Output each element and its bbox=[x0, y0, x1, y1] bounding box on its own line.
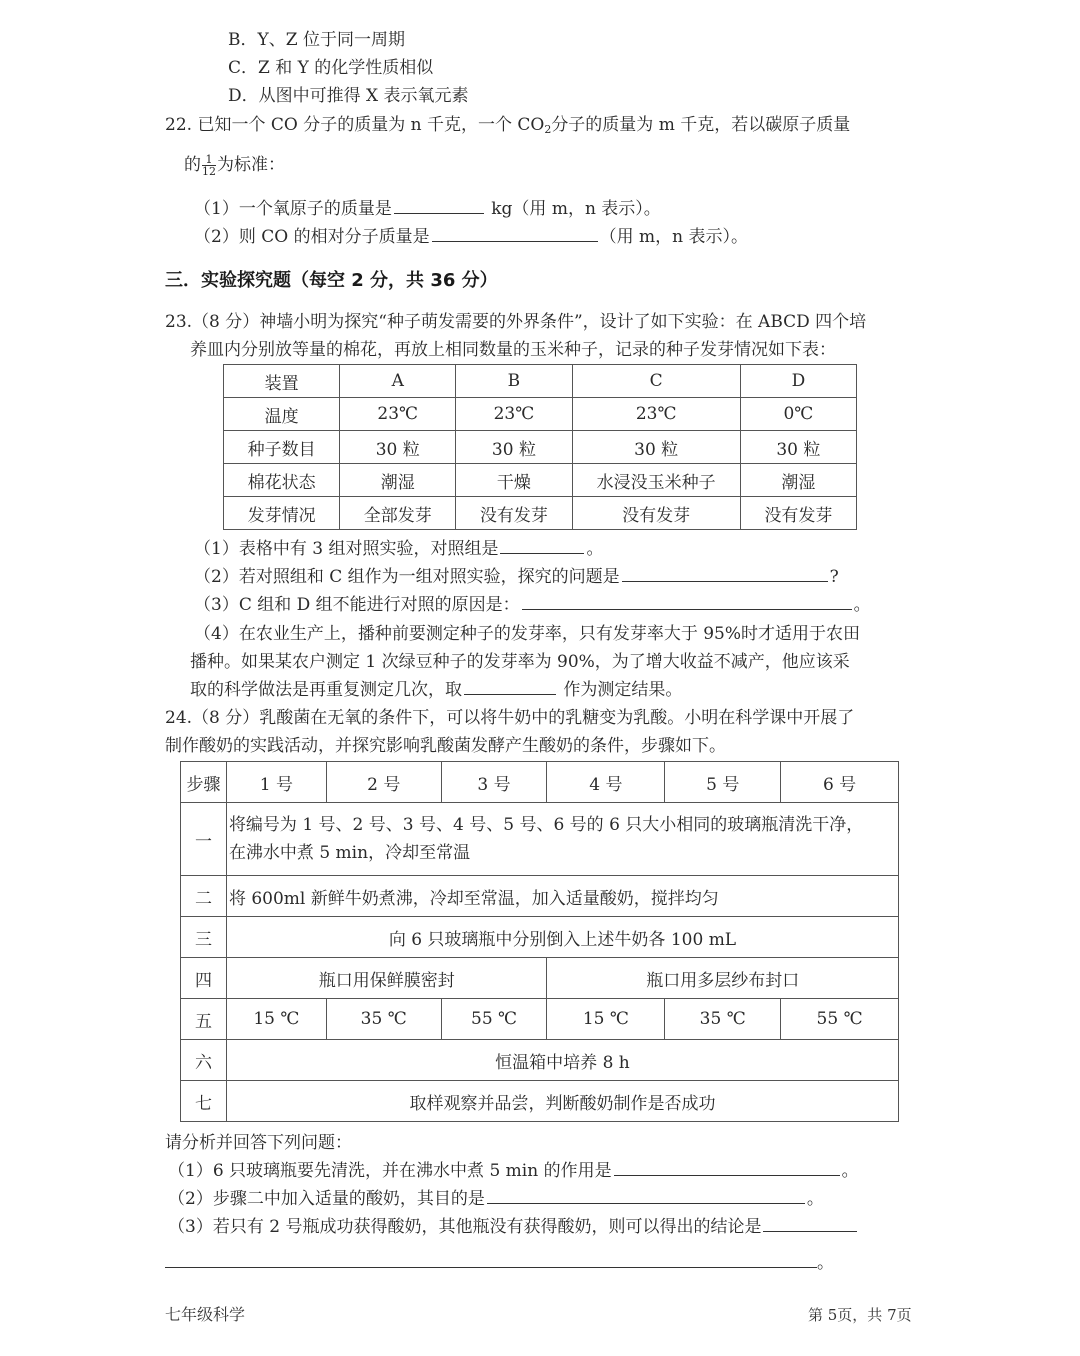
table-cell: 没有发芽 bbox=[572, 497, 740, 530]
q22-sub1 bbox=[194, 195, 661, 223]
table-cell: 棉花状态 bbox=[224, 464, 340, 497]
q24-sub2 bbox=[168, 1185, 824, 1213]
footer-subject: 七年级科学 bbox=[165, 1305, 246, 1324]
step-label: 六 bbox=[181, 1040, 227, 1081]
option-label: D bbox=[228, 86, 242, 106]
table-cell: 55 ℃ bbox=[781, 999, 899, 1040]
q21-option-c: C．Z 和 Y 的化学性质相似 bbox=[228, 58, 434, 78]
table-header: C bbox=[572, 365, 740, 398]
table-cell: 23℃ bbox=[572, 398, 740, 431]
text: ? bbox=[829, 567, 839, 587]
table-cell: 30 粒 bbox=[572, 431, 740, 464]
q22-sub2 bbox=[194, 223, 748, 251]
text: （3）C 组和 D 组不能进行对照的原因是： bbox=[194, 595, 520, 615]
table-cell: 30 粒 bbox=[740, 431, 856, 464]
table-row bbox=[181, 1040, 899, 1081]
table-header: 6 号 bbox=[781, 762, 899, 803]
table-cell: 55 ℃ bbox=[441, 999, 547, 1040]
step-label: 三 bbox=[181, 917, 227, 958]
table-cell bbox=[226, 803, 898, 876]
step-label: 二 bbox=[181, 876, 227, 917]
table-cell: 15 ℃ bbox=[547, 999, 665, 1040]
table-cell: 30 粒 bbox=[340, 431, 456, 464]
fraction-denominator: 12 bbox=[202, 165, 216, 178]
q24-steps-table bbox=[180, 761, 899, 1122]
option-label: B bbox=[228, 30, 241, 50]
table-cell: 全部发芽 bbox=[340, 497, 456, 530]
table-header-row bbox=[181, 762, 899, 803]
table-header: 2 号 bbox=[326, 762, 441, 803]
option-text: Y、Z 位于同一周期 bbox=[257, 30, 405, 50]
text: （1）一个氧原子的质量是 bbox=[194, 199, 392, 219]
answer-blank[interactable] bbox=[432, 225, 598, 242]
fraction bbox=[202, 154, 216, 177]
table-header: 装置 bbox=[224, 365, 340, 398]
table-header: 步骤 bbox=[181, 762, 227, 803]
table-cell: 23℃ bbox=[456, 398, 572, 431]
table-cell: 30 粒 bbox=[456, 431, 572, 464]
table-cell: 没有发芽 bbox=[740, 497, 856, 530]
table-row bbox=[224, 398, 857, 431]
text: 取的科学做法是再重复测定几次，取 bbox=[190, 680, 462, 700]
q24-prompt: 请分析并回答下列问题： bbox=[165, 1133, 352, 1153]
answer-blank[interactable] bbox=[464, 678, 556, 695]
step1-line2: 在沸水中煮 5 min，冷却至常温 bbox=[228, 843, 471, 863]
table-row bbox=[181, 958, 899, 999]
q23-sub1 bbox=[194, 535, 603, 563]
step1-line1: 将编号为 1 号、2 号、3 号、4 号、5 号、6 号的 6 只大小相同的玻璃瓶清洗干净， bbox=[228, 815, 864, 835]
fraction-numerator: 1 bbox=[202, 154, 216, 166]
option-label: C bbox=[228, 58, 242, 78]
table-row bbox=[181, 1081, 899, 1122]
answer-blank[interactable] bbox=[487, 1187, 805, 1204]
section-title: 三．实验探究题（每空 2 分，共 36 分） bbox=[165, 270, 498, 291]
table-cell: 水浸没玉米种子 bbox=[572, 464, 740, 497]
q24-stem-line2: 制作酸奶的实践活动，并探究影响乳酸菌发酵产生酸奶的条件，步骤如下。 bbox=[165, 736, 726, 756]
table-cell: 将 600ml 新鲜牛奶煮沸，冷却至常温，加入适量酸奶，搅拌均匀 bbox=[226, 876, 898, 917]
table-cell: 35 ℃ bbox=[665, 999, 781, 1040]
step-label: 七 bbox=[181, 1081, 227, 1122]
q21-option-d: D．从图中可推得 X 表示氧元素 bbox=[228, 86, 469, 106]
table-header: B bbox=[456, 365, 572, 398]
step-label: 四 bbox=[181, 958, 227, 999]
table-cell: 23℃ bbox=[340, 398, 456, 431]
q22-stem-a: 已知一个 CO 分子的质量为 n 千克，一个 CO bbox=[197, 115, 545, 135]
table-cell: 瓶口用多层纱布封口 bbox=[547, 958, 899, 999]
table-row bbox=[181, 803, 899, 876]
table-row bbox=[181, 876, 899, 917]
table-row bbox=[224, 431, 857, 464]
table-header: A bbox=[340, 365, 456, 398]
option-text: Z 和 Y 的化学性质相似 bbox=[258, 58, 434, 78]
table-cell: 潮湿 bbox=[740, 464, 856, 497]
text: 。 bbox=[586, 539, 604, 559]
q23-stem-line1: 23.（8 分）神墙小明为探究“种子萌发需要的外界条件”，设计了如下实验：在 ABCD 四个培 bbox=[165, 312, 867, 332]
q23-table bbox=[223, 364, 857, 530]
option-text: 从图中可推得 X 表示氧元素 bbox=[258, 86, 469, 106]
q24-sub3-continuation bbox=[165, 1248, 834, 1273]
q23-stem-line2: 养皿内分别放等量的棉花，再放上相同数量的玉米种子，记录的种子发芽情况如下表： bbox=[190, 340, 836, 360]
table-row bbox=[181, 999, 899, 1040]
table-cell: 瓶口用保鲜膜密封 bbox=[226, 958, 547, 999]
q23-sub4-line2: 播种。如果某农户测定 1 次绿豆种子的发芽率为 90%，为了增大收益不减产，他应该采 bbox=[190, 652, 850, 672]
q22-stem-line2 bbox=[184, 150, 285, 180]
text: 。 bbox=[806, 1189, 824, 1209]
answer-blank[interactable] bbox=[394, 197, 484, 214]
text: kg（用 m，n 表示）。 bbox=[485, 199, 661, 219]
step-label: 五 bbox=[181, 999, 227, 1040]
q23-sub3 bbox=[194, 591, 871, 619]
table-cell: 15 ℃ bbox=[226, 999, 326, 1040]
table-header: 3 号 bbox=[441, 762, 547, 803]
table-header: 1 号 bbox=[226, 762, 326, 803]
text: （1）表格中有 3 组对照实验，对照组是 bbox=[194, 539, 499, 559]
q23-sub4-line1: （4）在农业生产上，播种前要测定种子的发芽率，只有发芽率大于 95%时才适用于农田 bbox=[194, 624, 861, 644]
subscript: 2 bbox=[544, 123, 552, 136]
text: （2）若对照组和 C 组作为一组对照实验，探究的问题是 bbox=[194, 567, 620, 587]
text: （2）则 CO 的相对分子质量是 bbox=[194, 227, 430, 247]
text: （用 m，n 表示）。 bbox=[599, 227, 748, 247]
text: （3）若只有 2 号瓶成功获得酸奶，其他瓶没有获得酸奶，则可以得出的结论是 bbox=[168, 1217, 762, 1237]
text: 作为测定结果。 bbox=[558, 680, 683, 700]
answer-blank[interactable] bbox=[500, 537, 584, 554]
footer-page-number: 第 5页，共 7页 bbox=[808, 1306, 912, 1324]
q24-sub3 bbox=[168, 1213, 859, 1241]
table-cell: 取样观察并品尝，判断酸奶制作是否成功 bbox=[226, 1081, 898, 1122]
table-cell: 35 ℃ bbox=[326, 999, 441, 1040]
answer-blank[interactable] bbox=[522, 593, 852, 610]
table-cell: 0℃ bbox=[740, 398, 856, 431]
answer-blank[interactable] bbox=[165, 1251, 817, 1268]
table-cell: 没有发芽 bbox=[456, 497, 572, 530]
q23-sub2 bbox=[194, 563, 839, 591]
text: 为标准： bbox=[217, 155, 285, 175]
table-header: 5 号 bbox=[665, 762, 781, 803]
answer-blank[interactable] bbox=[763, 1215, 857, 1232]
q22-stem-b: 分子的质量为 m 千克，若以碳原子质量 bbox=[551, 115, 851, 135]
table-cell: 干燥 bbox=[456, 464, 572, 497]
q24-stem-line1: 24.（8 分）乳酸菌在无氧的条件下，可以将牛奶中的乳糖变为乳酸。小明在科学课中开展了 bbox=[165, 708, 855, 728]
q22-stem bbox=[165, 111, 850, 139]
text: 。 bbox=[817, 1253, 834, 1273]
q23-sub4-line3 bbox=[190, 676, 682, 704]
table-cell: 发芽情况 bbox=[224, 497, 340, 530]
text: 。 bbox=[841, 1161, 859, 1181]
text: （2）步骤二中加入适量的酸奶，其目的是 bbox=[168, 1189, 485, 1209]
question-number: 22. bbox=[165, 115, 193, 135]
table-cell: 向 6 只玻璃瓶中分别倒入上述牛奶各 100 mL bbox=[226, 917, 898, 958]
answer-blank[interactable] bbox=[622, 565, 828, 582]
table-row bbox=[224, 497, 857, 530]
step-label: 一 bbox=[181, 803, 227, 876]
table-row bbox=[181, 917, 899, 958]
table-header: 4 号 bbox=[547, 762, 665, 803]
q21-option-b: B．Y、Z 位于同一周期 bbox=[228, 30, 405, 50]
table-cell: 种子数目 bbox=[224, 431, 340, 464]
table-row bbox=[224, 464, 857, 497]
table-cell: 潮湿 bbox=[340, 464, 456, 497]
text: 的 bbox=[184, 155, 201, 175]
text: 。 bbox=[853, 595, 871, 615]
text: （1）6 只玻璃瓶要先清洗，并在沸水中煮 5 min 的作用是 bbox=[168, 1161, 612, 1181]
table-header-row bbox=[224, 365, 857, 398]
q24-sub1 bbox=[168, 1157, 859, 1185]
answer-blank[interactable] bbox=[614, 1159, 840, 1176]
table-cell: 温度 bbox=[224, 398, 340, 431]
table-header: D bbox=[740, 365, 856, 398]
table-cell: 恒温箱中培养 8 h bbox=[226, 1040, 898, 1081]
